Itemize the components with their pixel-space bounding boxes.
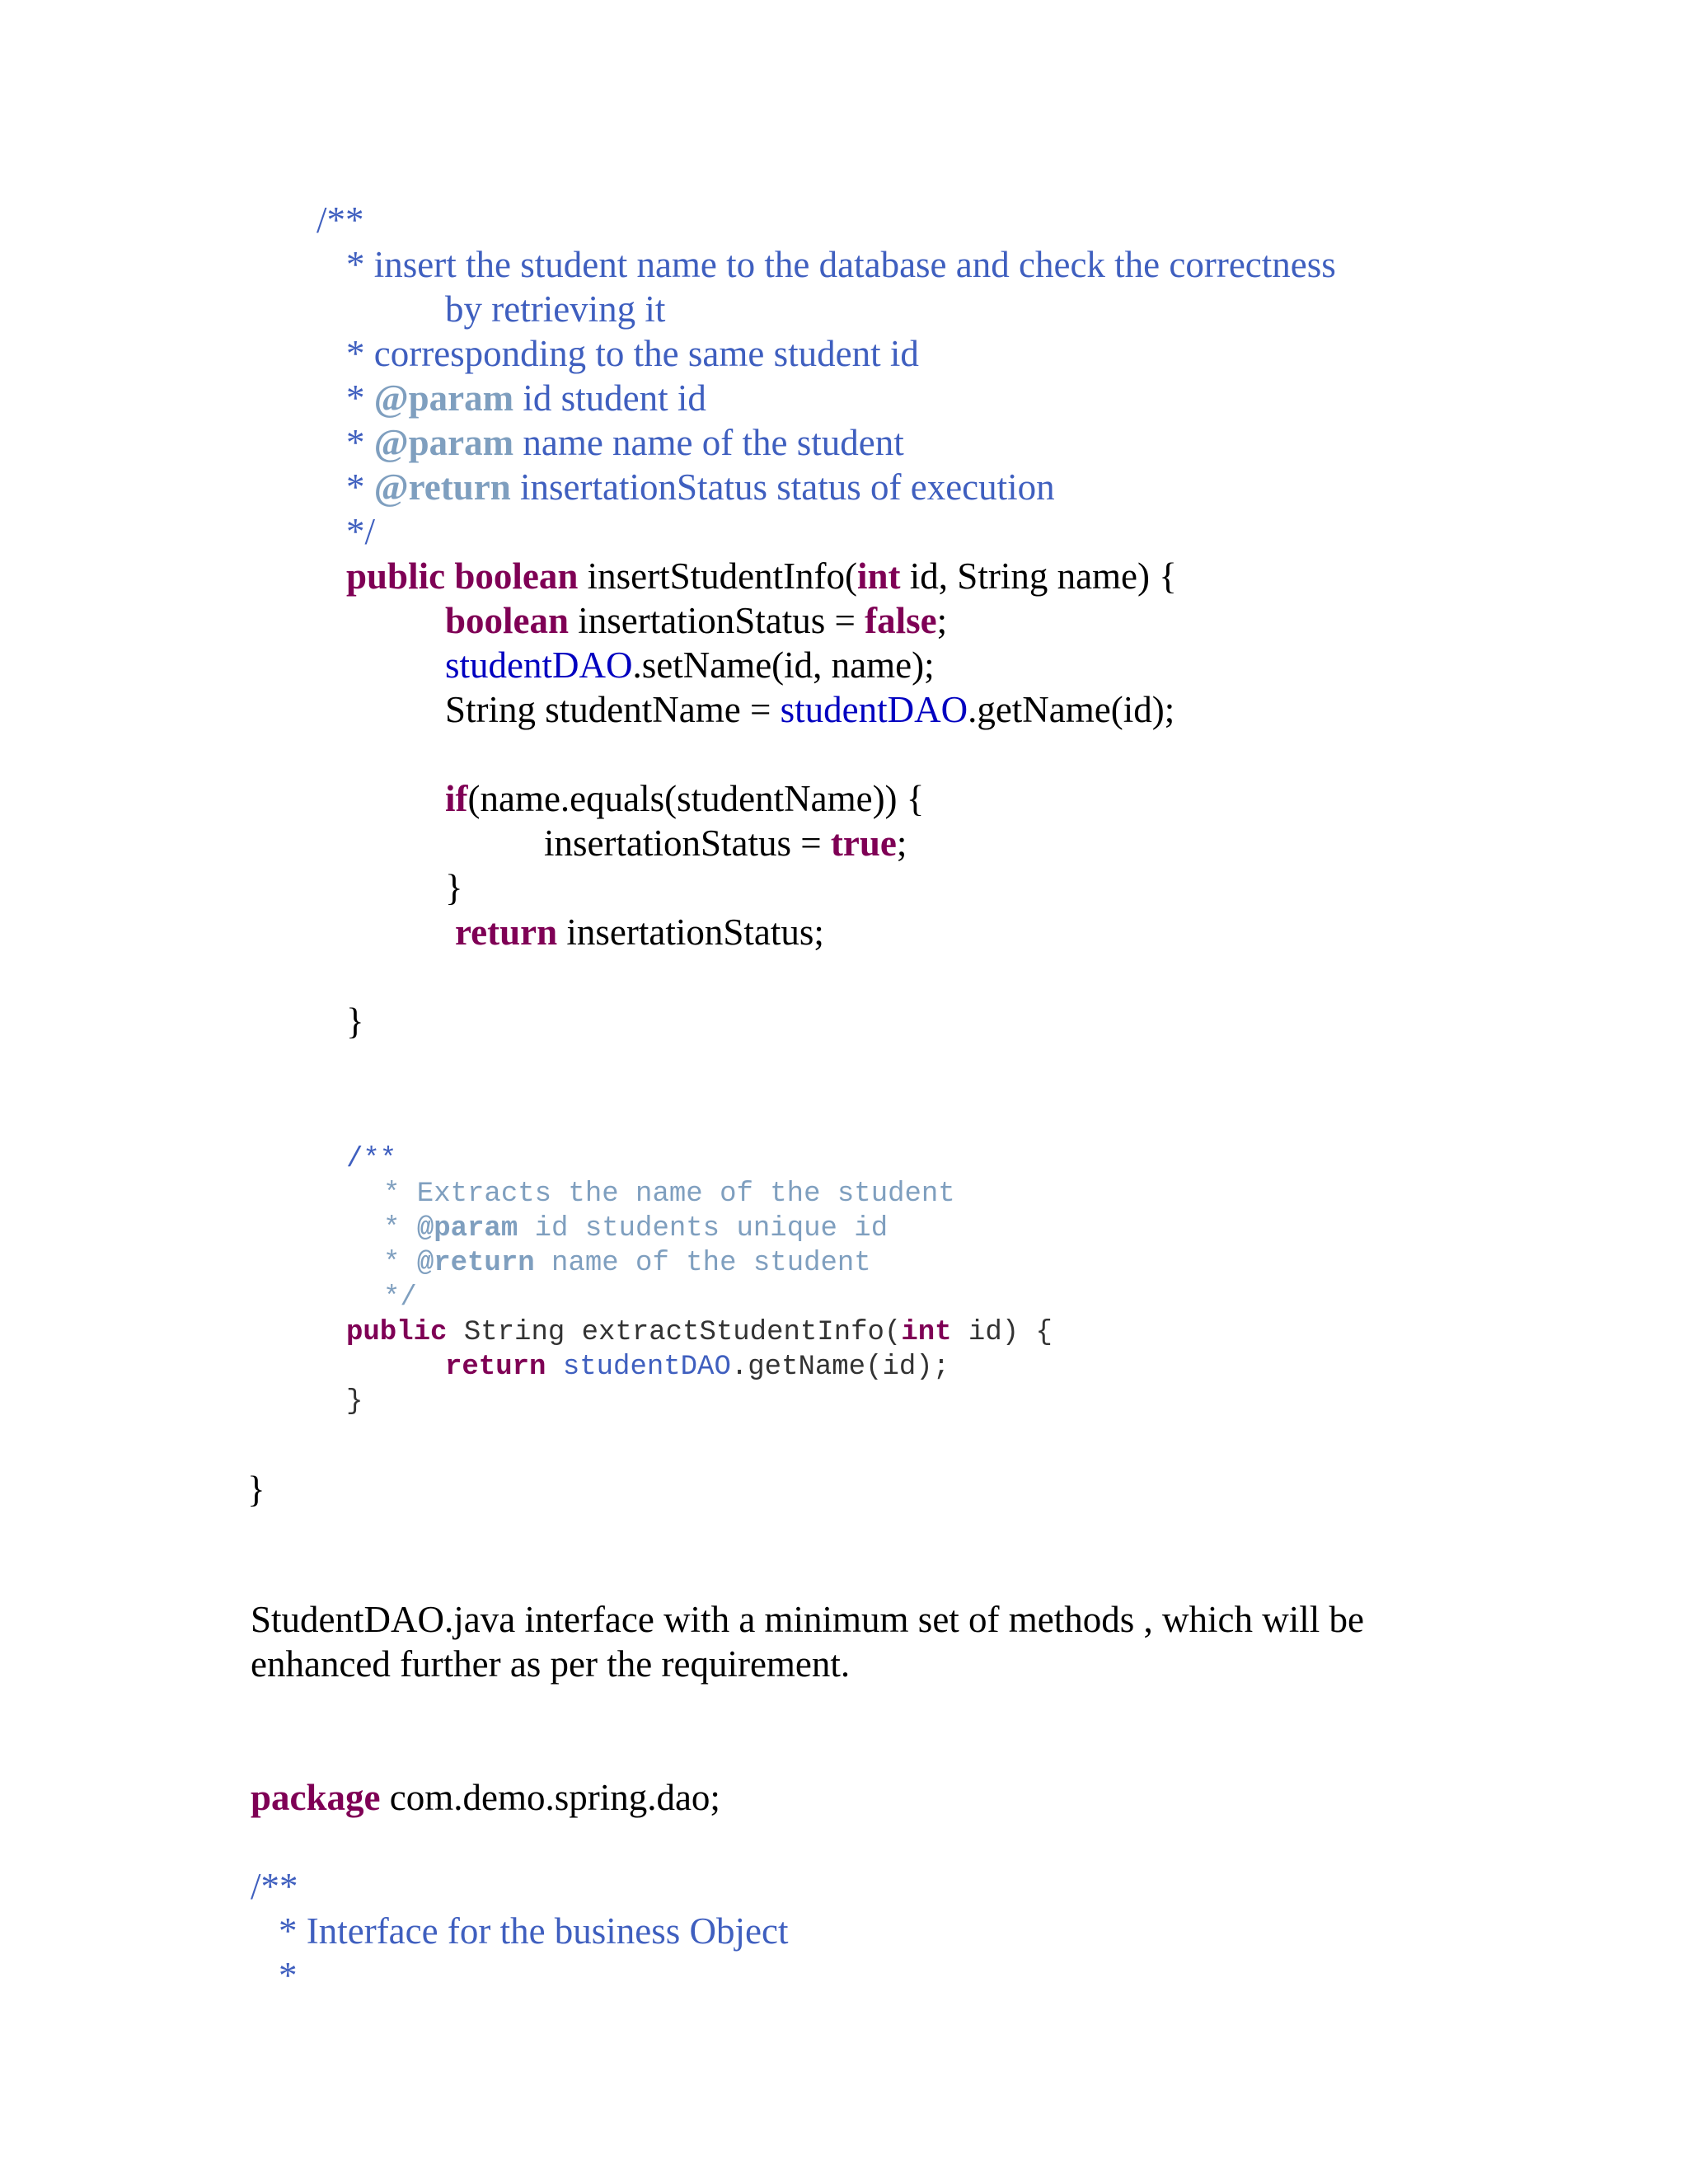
return-statement: return studentDAO.getName(id); bbox=[445, 1352, 950, 1383]
method-signature-insert: public boolean insertStudentInfo(int id, String name) { bbox=[346, 555, 1177, 597]
javadoc-close: */ bbox=[383, 1282, 417, 1314]
javadoc-line: * insert the student name to the database and check the correctness bbox=[346, 244, 1336, 285]
javadoc-param-line: * @param id student id bbox=[346, 377, 706, 419]
code-line: studentDAO.setName(id, name); bbox=[445, 644, 935, 686]
javadoc-open: /** bbox=[251, 1866, 298, 1907]
if-close-brace: } bbox=[445, 867, 463, 908]
if-statement: if(name.equals(studentName)) { bbox=[445, 778, 925, 819]
method-signature-extract: public String extractStudentInfo(int id) { bbox=[346, 1317, 1053, 1348]
javadoc-close: */ bbox=[346, 511, 376, 552]
javadoc-open: /** bbox=[346, 1144, 397, 1175]
method-close-brace: } bbox=[346, 1386, 363, 1418]
javadoc-param-line: * @param name name of the student bbox=[346, 422, 904, 463]
javadoc-line-continuation: by retrieving it bbox=[445, 288, 666, 330]
javadoc-line: * corresponding to the same student id bbox=[346, 333, 919, 374]
description-line: StudentDAO.java interface with a minimum set of methods , which will be bbox=[251, 1599, 1364, 1640]
javadoc-line: * Extracts the name of the student bbox=[383, 1179, 955, 1210]
code-line: String studentName = studentDAO.getName(id); bbox=[445, 689, 1175, 730]
javadoc-line: * Interface for the business Object bbox=[279, 1910, 789, 1952]
javadoc-open: /** bbox=[316, 199, 364, 241]
description-line: enhanced further as per the requirement. bbox=[251, 1643, 851, 1685]
package-declaration: package com.demo.spring.dao; bbox=[251, 1777, 720, 1818]
class-close-brace: } bbox=[247, 1469, 265, 1510]
code-line: boolean insertationStatus = false; bbox=[445, 600, 948, 641]
javadoc-line: * bbox=[279, 1955, 298, 1996]
code-line: insertationStatus = true; bbox=[544, 823, 907, 864]
javadoc-return-line: * @return name of the student bbox=[383, 1248, 871, 1279]
javadoc-param-line: * @param id students unique id bbox=[383, 1213, 889, 1244]
javadoc-return-line: * @return insertationStatus status of execution bbox=[346, 466, 1055, 508]
return-statement: return insertationStatus; bbox=[455, 912, 824, 953]
method-close-brace: } bbox=[346, 1001, 364, 1042]
